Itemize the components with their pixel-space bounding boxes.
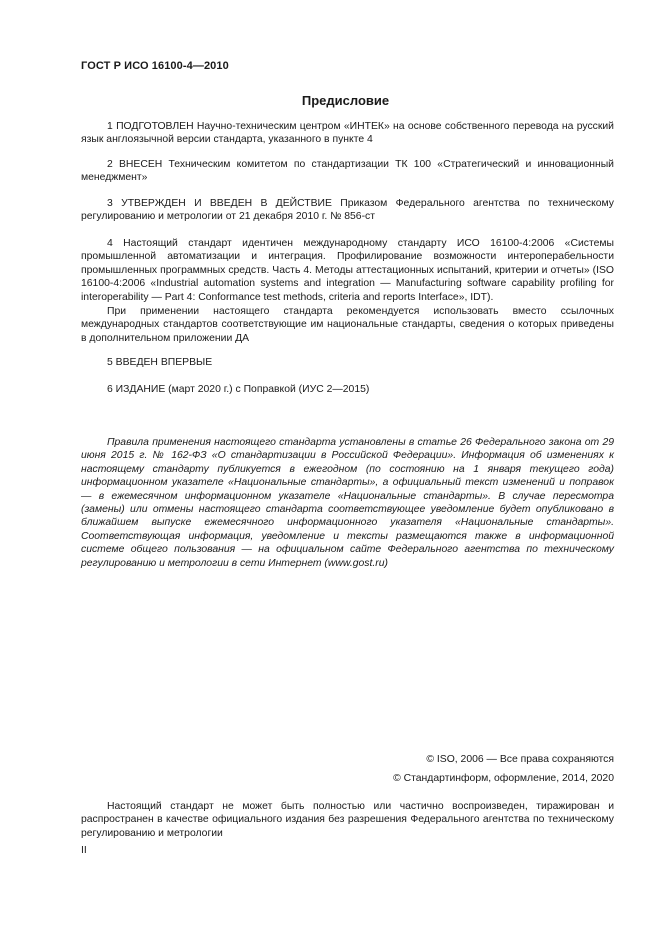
page-title: Предисловие (301, 93, 390, 108)
paragraph-1: 1 ПОДГОТОВЛЕН Научно-техническим центром «ИНТЕК» на основе собственного перевода на русский язык англоязычной версии стандарта, указанного в пункте 4 (81, 121, 614, 146)
standard-notice: Правила применения настоящего стандарта установлены в статье 26 Федерального закона от 29 июня 2015 г. № 162-ФЗ «О стандартизации в Российской Федерации». Информация об изменениях к настоящему стандарту публикуется в ежегодном (по состоянию на 1 января текущего года) информационном указателе «Национальные стандарты», а официальный текст изменений и поправок — в ежемесячном информационном указателе «Национальные стандарты». В случае пересмотра (замены) или отмены настоящего стандарта соответствующее уведомление будет опубликовано в ближайшем выпуске ежемесячного информационного указателя «Национальные стандарты». Соответствующая информация, уведомление и тексты размещаются также в информационной системе общего пользования — на официальном сайте Федерального агентства по техническому регулированию и метрологии в сети Интернет (www.gost.ru) (81, 437, 614, 569)
page-number: II (81, 845, 87, 856)
paragraph-5: 5 ВВЕДЕН ВПЕРВЫЕ (107, 357, 213, 368)
document-header: ГОСТ Р ИСО 16100-4—2010 (81, 60, 229, 72)
paragraph-4-note: При применении настоящего стандарта рекомендуется использовать вместо ссылочных международных стандартов соответствующие им национальные стандарты, сведения о которых приведены в дополнительном приложении ДА (81, 306, 614, 344)
paragraph-6: 6 ИЗДАНИЕ (март 2020 г.) с Поправкой (ИУС 2—2015) (107, 384, 370, 395)
paragraph-3: 3 УТВЕРЖДЕН И ВВЕДЕН В ДЕЙСТВИЕ Приказом Федерального агентства по техническому регулированию и метрологии от 21 декабря 2010 г. № 856-ст (81, 198, 614, 223)
paragraph-4: 4 Настоящий стандарт идентичен международному стандарту ИСО 16100-4:2006 «Системы промышленной автоматизации и интеграция. Профилирование возможности интероперабельности промышленных программных средств. Часть 4. Методы аттестационных испытаний, критерии и отчеты» (ISO 16100-4:2006 «Industrial automation systems and integration — Manufacturing software capability profiling for interoperability — Part 4: Conformance test methods, criteria and reports Interface», IDT). (81, 238, 614, 303)
paragraph-2: 2 ВНЕСЕН Техническим комитетом по стандартизации ТК 100 «Стратегический и инновационный менеджмент» (81, 159, 614, 184)
copyright-iso: © ISO, 2006 — Все права сохраняются (426, 754, 614, 765)
copyright-standartinform: © Стандартинформ, оформление, 2014, 2020 (393, 773, 614, 784)
reproduction-notice: Настоящий стандарт не может быть полностью или частично воспроизведен, тиражирован и распространен в качестве официального издания без разрешения Федерального агентства по техническому регулированию и метрологии (81, 801, 614, 839)
